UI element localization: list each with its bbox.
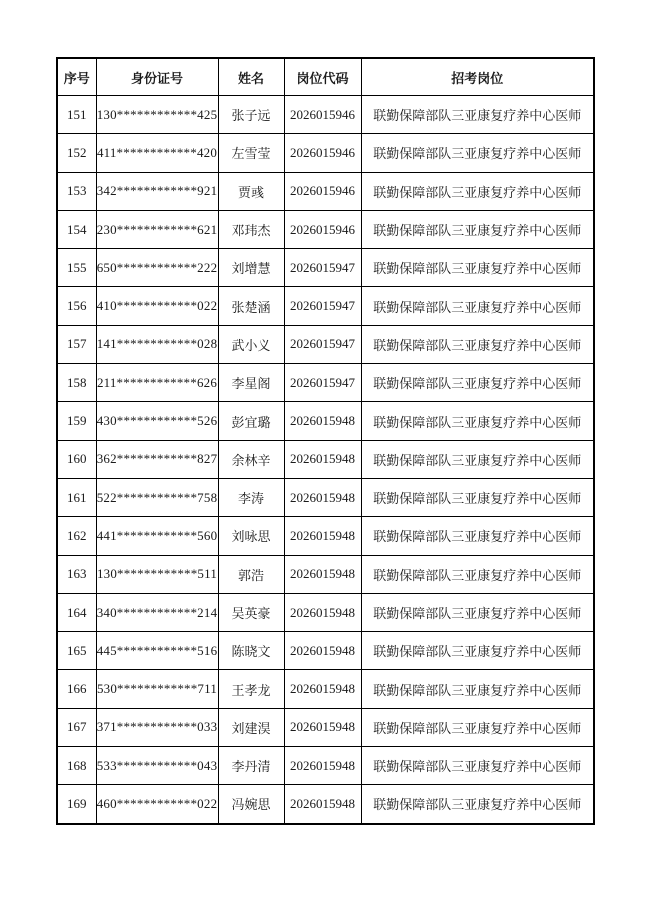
cell-name: 刘咏思 — [218, 517, 284, 555]
table-row — [57, 517, 594, 555]
table-row — [57, 402, 594, 440]
table-row — [57, 134, 594, 172]
table-row — [57, 287, 594, 325]
table-row — [57, 325, 594, 363]
cell-name: 郭浩 — [218, 555, 284, 593]
cell-position: 联勤保障部队三亚康复疗养中心医师 — [361, 172, 594, 210]
table-row — [57, 785, 594, 824]
cell-id-number: 411************420 — [96, 134, 218, 172]
cell-position: 联勤保障部队三亚康复疗养中心医师 — [361, 134, 594, 172]
table-row — [57, 96, 594, 134]
table-header-row — [57, 58, 594, 96]
cell-id-number: 230************621 — [96, 210, 218, 248]
cell-name: 张楚涵 — [218, 287, 284, 325]
cell-position: 联勤保障部队三亚康复疗养中心医师 — [361, 632, 594, 670]
cell-position: 联勤保障部队三亚康复疗养中心医师 — [361, 478, 594, 516]
cell-position: 联勤保障部队三亚康复疗养中心医师 — [361, 364, 594, 402]
cell-name: 刘增慧 — [218, 249, 284, 287]
cell-id-number: 342************921 — [96, 172, 218, 210]
cell-position: 联勤保障部队三亚康复疗养中心医师 — [361, 785, 594, 824]
cell-serial: 159 — [57, 402, 96, 440]
recruitment-roster-table — [56, 57, 595, 825]
cell-position-code: 2026015948 — [284, 402, 361, 440]
cell-id-number: 441************560 — [96, 517, 218, 555]
table-row — [57, 172, 594, 210]
cell-position-code: 2026015947 — [284, 364, 361, 402]
cell-position: 联勤保障部队三亚康复疗养中心医师 — [361, 402, 594, 440]
cell-name: 李丹清 — [218, 747, 284, 785]
table-row — [57, 593, 594, 631]
cell-position: 联勤保障部队三亚康复疗养中心医师 — [361, 593, 594, 631]
cell-name: 陈晓文 — [218, 632, 284, 670]
cell-position: 联勤保障部队三亚康复疗养中心医师 — [361, 670, 594, 708]
cell-name: 刘建淏 — [218, 708, 284, 746]
cell-name: 贾彧 — [218, 172, 284, 210]
cell-serial: 167 — [57, 708, 96, 746]
table-row — [57, 440, 594, 478]
table-row — [57, 747, 594, 785]
cell-name: 李星阁 — [218, 364, 284, 402]
cell-serial: 160 — [57, 440, 96, 478]
cell-name: 李涛 — [218, 478, 284, 516]
cell-id-number: 650************222 — [96, 249, 218, 287]
cell-name: 张子远 — [218, 96, 284, 134]
col-header-serial: 序号 — [57, 58, 96, 96]
table-row — [57, 555, 594, 593]
cell-position-code: 2026015946 — [284, 96, 361, 134]
table-row — [57, 249, 594, 287]
cell-id-number: 130************425 — [96, 96, 218, 134]
cell-id-number: 371************033 — [96, 708, 218, 746]
cell-serial: 153 — [57, 172, 96, 210]
cell-name: 彭宜璐 — [218, 402, 284, 440]
cell-position-code: 2026015948 — [284, 708, 361, 746]
cell-position: 联勤保障部队三亚康复疗养中心医师 — [361, 440, 594, 478]
cell-serial: 155 — [57, 249, 96, 287]
table-row — [57, 210, 594, 248]
cell-position: 联勤保障部队三亚康复疗养中心医师 — [361, 747, 594, 785]
cell-position: 联勤保障部队三亚康复疗养中心医师 — [361, 708, 594, 746]
cell-id-number: 522************758 — [96, 478, 218, 516]
cell-position-code: 2026015948 — [284, 478, 361, 516]
cell-position: 联勤保障部队三亚康复疗养中心医师 — [361, 287, 594, 325]
cell-position: 联勤保障部队三亚康复疗养中心医师 — [361, 249, 594, 287]
table-row — [57, 364, 594, 402]
cell-serial: 157 — [57, 325, 96, 363]
cell-position: 联勤保障部队三亚康复疗养中心医师 — [361, 325, 594, 363]
cell-name: 余林辛 — [218, 440, 284, 478]
col-header-position-code: 岗位代码 — [284, 58, 361, 96]
table-row — [57, 478, 594, 516]
cell-position-code: 2026015948 — [284, 670, 361, 708]
cell-id-number: 141************028 — [96, 325, 218, 363]
cell-id-number: 340************214 — [96, 593, 218, 631]
cell-id-number: 410************022 — [96, 287, 218, 325]
cell-position: 联勤保障部队三亚康复疗养中心医师 — [361, 517, 594, 555]
cell-name: 王孝龙 — [218, 670, 284, 708]
cell-serial: 154 — [57, 210, 96, 248]
col-header-id-number: 身份证号 — [96, 58, 218, 96]
cell-position-code: 2026015948 — [284, 785, 361, 824]
cell-serial: 166 — [57, 670, 96, 708]
cell-position: 联勤保障部队三亚康复疗养中心医师 — [361, 555, 594, 593]
cell-position-code: 2026015946 — [284, 134, 361, 172]
cell-position-code: 2026015948 — [284, 440, 361, 478]
cell-position-code: 2026015948 — [284, 555, 361, 593]
cell-serial: 165 — [57, 632, 96, 670]
cell-position-code: 2026015946 — [284, 172, 361, 210]
cell-position-code: 2026015948 — [284, 517, 361, 555]
cell-name: 冯婉思 — [218, 785, 284, 824]
col-header-name: 姓名 — [218, 58, 284, 96]
cell-id-number: 530************711 — [96, 670, 218, 708]
cell-serial: 168 — [57, 747, 96, 785]
cell-id-number: 362************827 — [96, 440, 218, 478]
cell-serial: 158 — [57, 364, 96, 402]
cell-position-code: 2026015947 — [284, 287, 361, 325]
cell-name: 吴英豪 — [218, 593, 284, 631]
cell-id-number: 130************511 — [96, 555, 218, 593]
cell-position-code: 2026015946 — [284, 210, 361, 248]
cell-serial: 162 — [57, 517, 96, 555]
cell-serial: 156 — [57, 287, 96, 325]
cell-position-code: 2026015948 — [284, 747, 361, 785]
cell-serial: 152 — [57, 134, 96, 172]
cell-position-code: 2026015948 — [284, 632, 361, 670]
cell-serial: 163 — [57, 555, 96, 593]
cell-serial: 161 — [57, 478, 96, 516]
cell-serial: 151 — [57, 96, 96, 134]
cell-id-number: 445************516 — [96, 632, 218, 670]
cell-position-code: 2026015947 — [284, 325, 361, 363]
table-row — [57, 632, 594, 670]
table-row — [57, 670, 594, 708]
cell-name: 邓玮杰 — [218, 210, 284, 248]
cell-id-number: 211************626 — [96, 364, 218, 402]
cell-position: 联勤保障部队三亚康复疗养中心医师 — [361, 96, 594, 134]
table-body — [57, 96, 594, 824]
cell-serial: 164 — [57, 593, 96, 631]
cell-position: 联勤保障部队三亚康复疗养中心医师 — [361, 210, 594, 248]
cell-id-number: 533************043 — [96, 747, 218, 785]
cell-serial: 169 — [57, 785, 96, 824]
cell-id-number: 430************526 — [96, 402, 218, 440]
cell-name: 左雪莹 — [218, 134, 284, 172]
cell-position-code: 2026015948 — [284, 593, 361, 631]
cell-position-code: 2026015947 — [284, 249, 361, 287]
cell-name: 武小义 — [218, 325, 284, 363]
table-row — [57, 708, 594, 746]
cell-id-number: 460************022 — [96, 785, 218, 824]
col-header-position: 招考岗位 — [361, 58, 594, 96]
